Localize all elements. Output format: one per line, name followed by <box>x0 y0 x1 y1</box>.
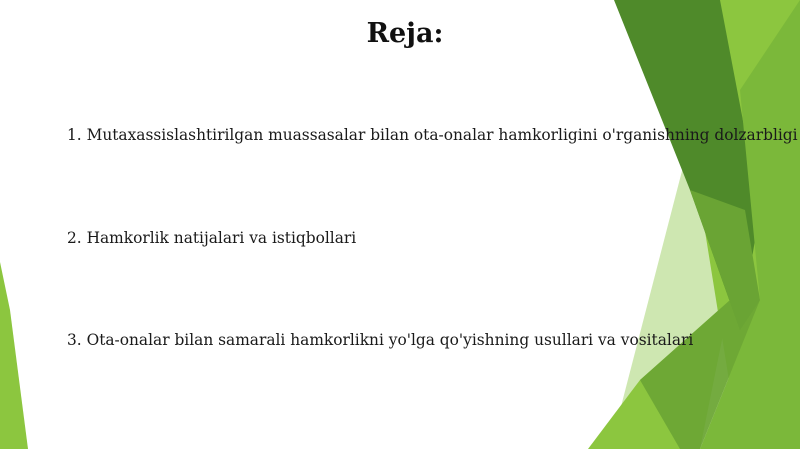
plan-item-2: 2. Hamkorlik natijalari va istiqbollari <box>67 229 357 247</box>
plan-item-1: 1. Mutaxassislashtirilgan muassasalar bilan ota-onalar hamkorligini o'rganishning dolzarbligi <box>67 126 798 144</box>
plan-item-3: 3. Ota-onalar bilan samarali hamkorlikni yo'lga qo'yishning usullari va vositalari <box>67 331 694 349</box>
slide-title: Reja: <box>366 18 444 49</box>
left-green-sliver <box>0 262 28 449</box>
